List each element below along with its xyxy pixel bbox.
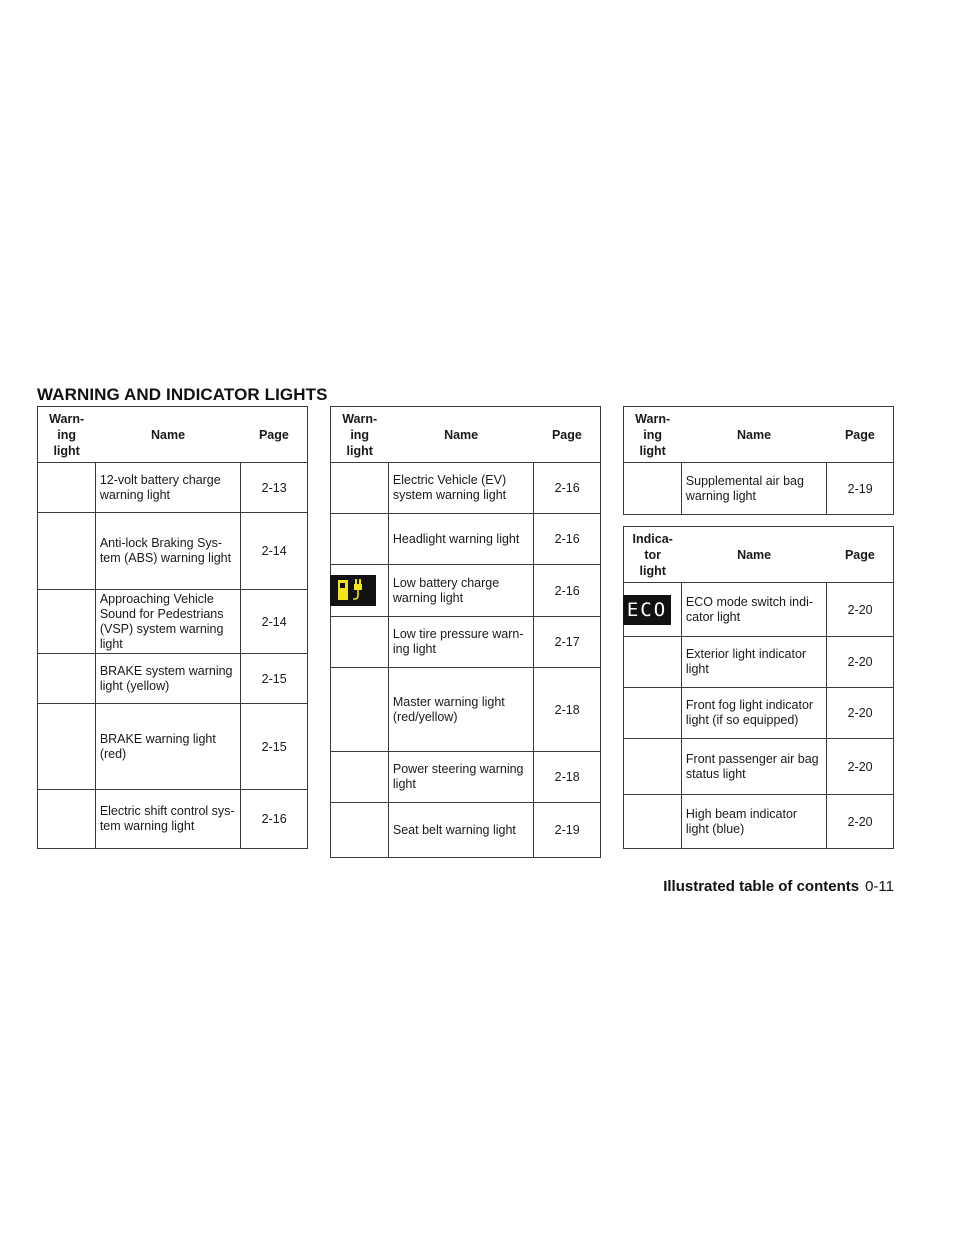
eco-mode-icon: ECO	[623, 595, 671, 625]
row-name: Master warning light (red/yellow)	[388, 668, 533, 752]
row-page: 2-16	[534, 565, 601, 617]
row-page: 2-16	[534, 463, 601, 514]
headlight-icon	[331, 514, 389, 565]
table-row	[624, 795, 894, 849]
table-row	[331, 668, 601, 752]
battery-charge-icon	[38, 463, 96, 513]
brake-icon	[38, 704, 96, 790]
table-row	[38, 590, 308, 654]
warning-lights-table-2	[330, 406, 601, 858]
header-page: Page	[551, 427, 582, 442]
exterior-light-icon	[624, 637, 682, 688]
power-steering-icon	[331, 752, 389, 803]
row-page: 2-15	[241, 704, 308, 790]
header-page: Page	[844, 427, 875, 442]
header-name: Name	[737, 427, 772, 442]
header-indicator-light: Indica- tor light	[632, 531, 673, 578]
seat-belt-icon	[331, 803, 389, 858]
header-warning-light: Warn- ing light	[342, 411, 378, 458]
row-page: 2-17	[534, 617, 601, 668]
row-page: 2-14	[241, 513, 308, 590]
table-row	[331, 752, 601, 803]
row-page: 2-16	[241, 790, 308, 849]
row-name: Electric Vehicle (EV) system warning light	[388, 463, 533, 514]
row-name: High beam indicator light (blue)	[681, 795, 826, 849]
table-row	[38, 654, 308, 704]
vsp-icon	[38, 590, 96, 654]
row-page: 2-20	[827, 637, 894, 688]
table-row	[624, 463, 894, 515]
row-name: Front fog light indicator light (if so equipped)	[681, 688, 826, 739]
row-name: BRAKE system warning light (yellow)	[95, 654, 240, 704]
warning-lights-table-1	[37, 406, 308, 849]
warning-lights-table-3	[623, 406, 894, 515]
header-page: Page	[844, 547, 875, 562]
table-row	[38, 513, 308, 590]
row-name: Supplemental air bag warning light	[681, 463, 826, 515]
header-warning-light: Warn- ing light	[49, 411, 85, 458]
row-page: 2-20	[827, 688, 894, 739]
table-row	[624, 637, 894, 688]
electric-shift-icon	[38, 790, 96, 849]
footer-page-number: 0-11	[865, 878, 894, 895]
row-page: 2-18	[534, 668, 601, 752]
page-footer	[663, 878, 894, 895]
row-page: 2-19	[827, 463, 894, 515]
row-name: Electric shift control sys- tem warning light	[95, 790, 240, 849]
row-name: Exterior light indicator light	[681, 637, 826, 688]
header-name: Name	[737, 547, 772, 562]
table-row	[331, 617, 601, 668]
high-beam-icon	[624, 795, 682, 849]
table-row	[624, 688, 894, 739]
table-row	[331, 565, 601, 617]
table-row	[331, 514, 601, 565]
row-name: Front passenger air bag status light	[681, 739, 826, 795]
row-name: Seat belt warning light	[388, 803, 533, 858]
table-row	[331, 463, 601, 514]
row-name: BRAKE warning light (red)	[95, 704, 240, 790]
master-warning-icon	[331, 668, 389, 752]
row-page: 2-13	[241, 463, 308, 513]
table-row	[331, 803, 601, 858]
tire-pressure-icon	[331, 617, 389, 668]
brake-system-icon	[38, 654, 96, 704]
row-page: 2-20	[827, 795, 894, 849]
row-name: Anti-lock Braking Sys- tem (ABS) warning light	[95, 513, 240, 590]
row-page: 2-20	[827, 739, 894, 795]
row-name: Approaching Vehicle Sound for Pedestrians (VSP) system warning light	[95, 590, 240, 654]
table-row	[624, 583, 894, 637]
header-page: Page	[258, 427, 289, 442]
header-warning-light: Warn- ing light	[635, 411, 671, 458]
row-name: Power steering warning light	[388, 752, 533, 803]
passenger-air-bag-icon	[624, 739, 682, 795]
section-title: WARNING AND INDICATOR LIGHTS	[37, 385, 328, 404]
header-name: Name	[151, 427, 186, 442]
table-row	[38, 790, 308, 849]
abs-icon	[38, 513, 96, 590]
table-row	[38, 463, 308, 513]
row-page: 2-18	[534, 752, 601, 803]
table-row	[38, 704, 308, 790]
footer-title: Illustrated table of contents	[663, 878, 860, 895]
row-name: Low tire pressure warn- ing light	[388, 617, 533, 668]
table-row	[624, 739, 894, 795]
row-name: 12-volt battery charge warning light	[95, 463, 240, 513]
low-battery-charge-icon	[330, 575, 376, 606]
fog-light-icon	[624, 688, 682, 739]
air-bag-icon	[624, 463, 682, 515]
row-page: 2-14	[241, 590, 308, 654]
row-page: 2-19	[534, 803, 601, 858]
ev-system-icon	[331, 463, 389, 514]
row-name: ECO mode switch indi- cator light	[681, 583, 826, 637]
row-name: Headlight warning light	[388, 514, 533, 565]
row-name: Low battery charge warning light	[388, 565, 533, 617]
row-page: 2-16	[534, 514, 601, 565]
indicator-lights-table	[623, 526, 894, 849]
row-page: 2-15	[241, 654, 308, 704]
header-name: Name	[444, 427, 479, 442]
row-page: 2-20	[827, 583, 894, 637]
